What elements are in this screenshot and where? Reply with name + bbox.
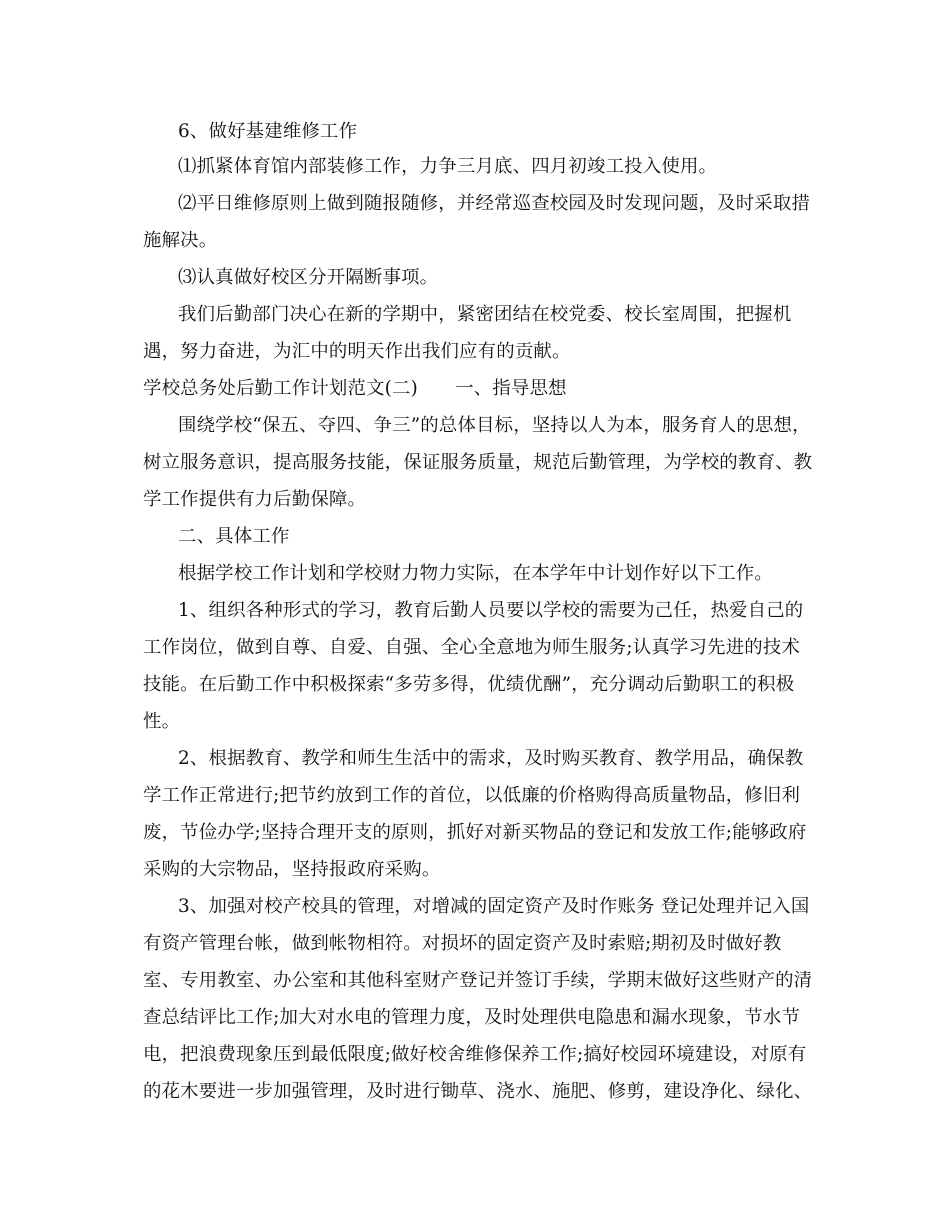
paragraph-resolution: 我们后勤部门决心在新的学期中，紧密团结在校党委、校长室周围，把握机 [178, 304, 792, 325]
paragraph-guiding-thought-line3: 学工作提供有力后勤保障。 [143, 489, 367, 510]
item-three-assets-line3: 室、专用教室、办公室和其他科室财产登记并签订手续，学期末做好这些财产的清 [143, 970, 813, 991]
heading-specific-work: 二、具体工作 [178, 526, 290, 547]
item-three-assets-line2: 有资产管理台帐，做到帐物相符。对损坏的固定资产及时索赔;期初及时做好教 [143, 933, 782, 954]
item-three-assets-line4: 查总结评比工作;加大对水电的管理力度，及时处理供电隐患和漏水现象，节水节 [143, 1007, 801, 1028]
item-three-assets-line6: 的花木要进一步加强管理，及时进行锄草、浇水、施肥、修剪，建设净化、绿化、 [143, 1081, 813, 1102]
item-campus-partition: ⑶认真做好校区分开隔断事项。 [178, 267, 439, 288]
item-one-study-line4: 性。 [143, 711, 181, 732]
paragraph-guiding-thought: 围绕学校“保五、夺四、争三”的总体目标，坚持以人为本，服务育人的思想， [178, 415, 811, 436]
item-two-purchasing: 2、根据教育、教学和师生生活中的需求，及时购买教育、教学用品，确保教 [178, 748, 804, 769]
item-one-study-line3: 技能。在后勤工作中积极探索“多劳多得，优绩优酬”，充分调动后勤职工的积极 [143, 674, 795, 695]
item-one-study: 1、组织各种形式的学习，教育后勤人员要以学校的需要为己任，热爱自己的 [178, 600, 804, 621]
item-three-assets: 3、加强对校产校具的管理，对增减的固定资产及时作账务 登记处理并记入国 [178, 896, 810, 917]
heading-construction-maintenance: 6、做好基建维修工作 [178, 121, 358, 142]
item-one-study-line2: 工作岗位，做到自尊、自爱、自强、全心全意地为师生服务;认真学习先进的技术 [143, 637, 801, 658]
item-gym-renovation: ⑴抓紧体育馆内部装修工作，力争三月底、四月初竣工投入使用。 [178, 156, 718, 177]
item-daily-repair-continued: 施解决。 [143, 230, 218, 251]
item-two-purchasing-line4: 采购的大宗物品，坚持报政府采购。 [143, 859, 441, 880]
paragraph-guiding-thought-line2: 树立服务意识，提高服务技能，保证服务质量，规范后勤管理，为学校的教育、教 [143, 452, 813, 473]
item-three-assets-line5: 电，把浪费现象压到最低限度;做好校舍维修保养工作;搞好校园环境建设，对原有 [143, 1044, 807, 1065]
item-two-purchasing-line3: 废，节俭办学;坚持合理开支的原则，抓好对新买物品的登记和发放工作;能够政府 [143, 822, 807, 843]
paragraph-resolution-continued: 遇，努力奋进，为汇中的明天作出我们应有的贡献。 [143, 341, 571, 362]
section-title-plan-two: 学校总务处后勤工作计划范文(二) 一、指导思想 [143, 378, 567, 399]
item-two-purchasing-line2: 学工作正常进行;把节约放到工作的首位，以低廉的价格购得高质量物品，修旧利 [143, 785, 801, 806]
item-daily-repair: ⑵平日维修原则上做到随报随修，并经常巡查校园及时发现问题，及时采取措 [178, 193, 811, 214]
paragraph-work-intro: 根据学校工作计划和学校财力物力实际，在本学年中计划作好以下工作。 [178, 563, 773, 584]
